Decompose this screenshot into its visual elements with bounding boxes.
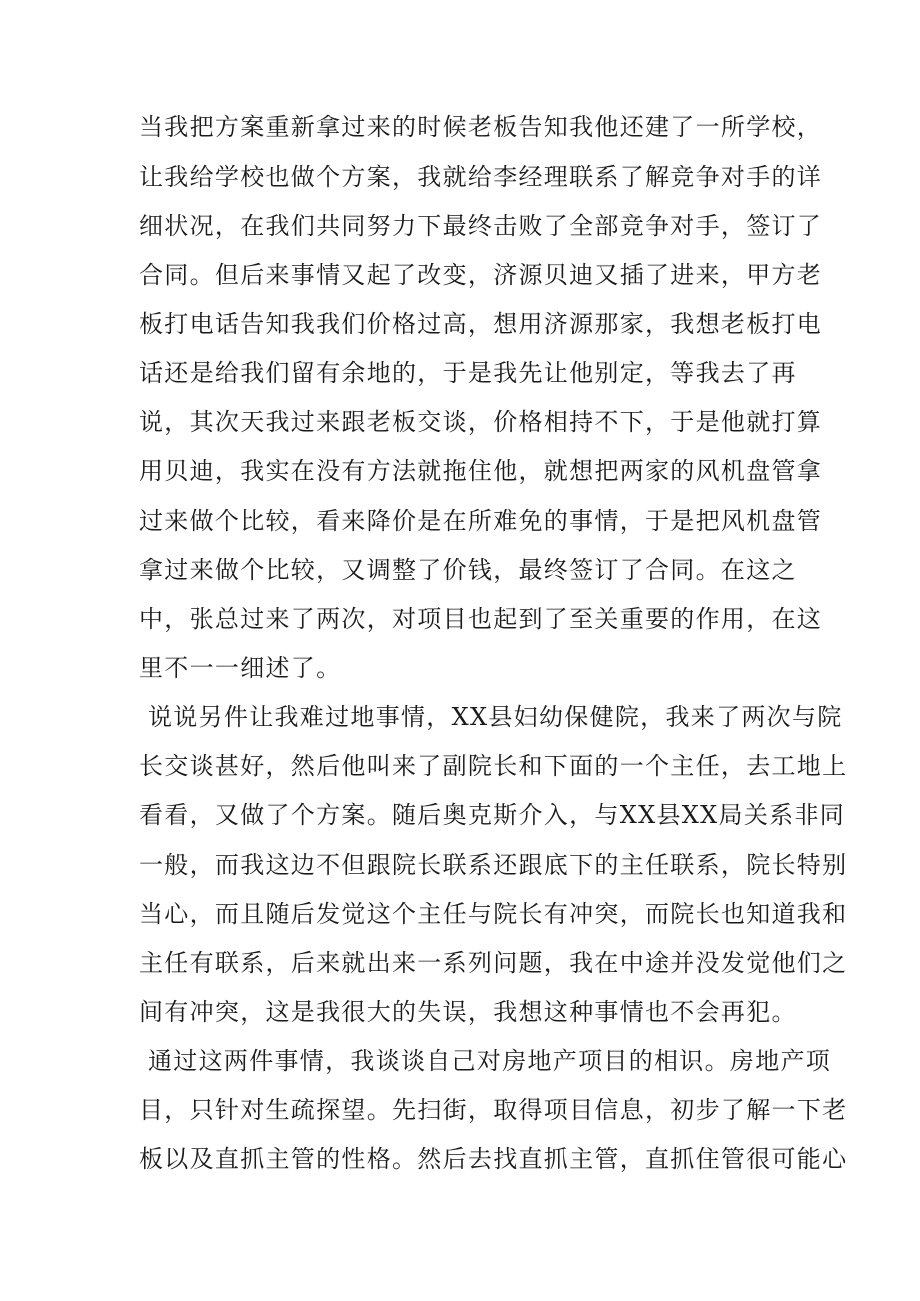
text-line: 合同。但后来事情又起了改变，济源贝迪又插了进来，甲方老 xyxy=(139,261,823,289)
text-line: 一般，而我这边不但跟院长联系还跟底下的主任联系，院长特别 xyxy=(139,851,848,879)
text-line: 目，只针对生疏探望。先扫街，取得项目信息，初步了解一下老 xyxy=(139,1096,848,1124)
text-line: 主任有联系，后来就出来一系列问题，我在中途并没发觉他们之 xyxy=(139,949,848,977)
text-line: 说，其次天我过来跟老板交谈，价格相持不下，于是他就打算 xyxy=(139,408,823,436)
text-line: 中，张总过来了两次，对项目也起到了至关重要的作用，在这 xyxy=(139,605,823,633)
text-line: 拿过来做个比较，又调整了价钱，最终签订了合同。在这之 xyxy=(139,556,797,584)
text-line: 间有冲突，这是我很大的失误，我想这种事情也不会再犯。 xyxy=(139,998,797,1026)
text-line: 看看，又做了个方案。随后奥克斯介入，与XX县XX局关系非同 xyxy=(139,801,846,829)
text-line: 通过这两件事情，我谈谈自己对房地产项目的相识。房地产项 xyxy=(148,1047,832,1075)
text-line: 板以及直抓主管的性格。然后去找直抓主管，直抓住管很可能心 xyxy=(139,1145,848,1173)
text-line: 用贝迪，我实在没有方法就拖住他，就想把两家的风机盘管拿 xyxy=(139,457,823,485)
text-line: 说说另件让我难过地事情，XX县妇幼保健院，我来了两次与院 xyxy=(148,703,843,731)
text-line: 当心，而且随后发觉这个主任与院长有冲突，而院长也知道我和 xyxy=(139,900,848,928)
text-line: 细状况，在我们共同努力下最终击败了全部竞争对手，签订了 xyxy=(139,212,823,240)
text-line: 当我把方案重新拿过来的时候老板告知我他还建了一所学校， xyxy=(139,113,823,141)
text-line: 让我给学校也做个方案，我就给李经理联系了解竞争对手的详 xyxy=(139,163,823,191)
text-line: 里不一一细述了。 xyxy=(139,654,342,682)
text-line: 长交谈甚好，然后他叫来了副院长和下面的一个主任，去工地上 xyxy=(139,752,848,780)
text-line: 过来做个比较，看来降价是在所难免的事情，于是把风机盘管 xyxy=(139,507,823,535)
text-line: 话还是给我们留有余地的，于是我先让他别定，等我去了再 xyxy=(139,359,797,387)
text-line: 板打电话告知我我们价格过高，想用济源那家，我想老板打电 xyxy=(139,310,823,338)
